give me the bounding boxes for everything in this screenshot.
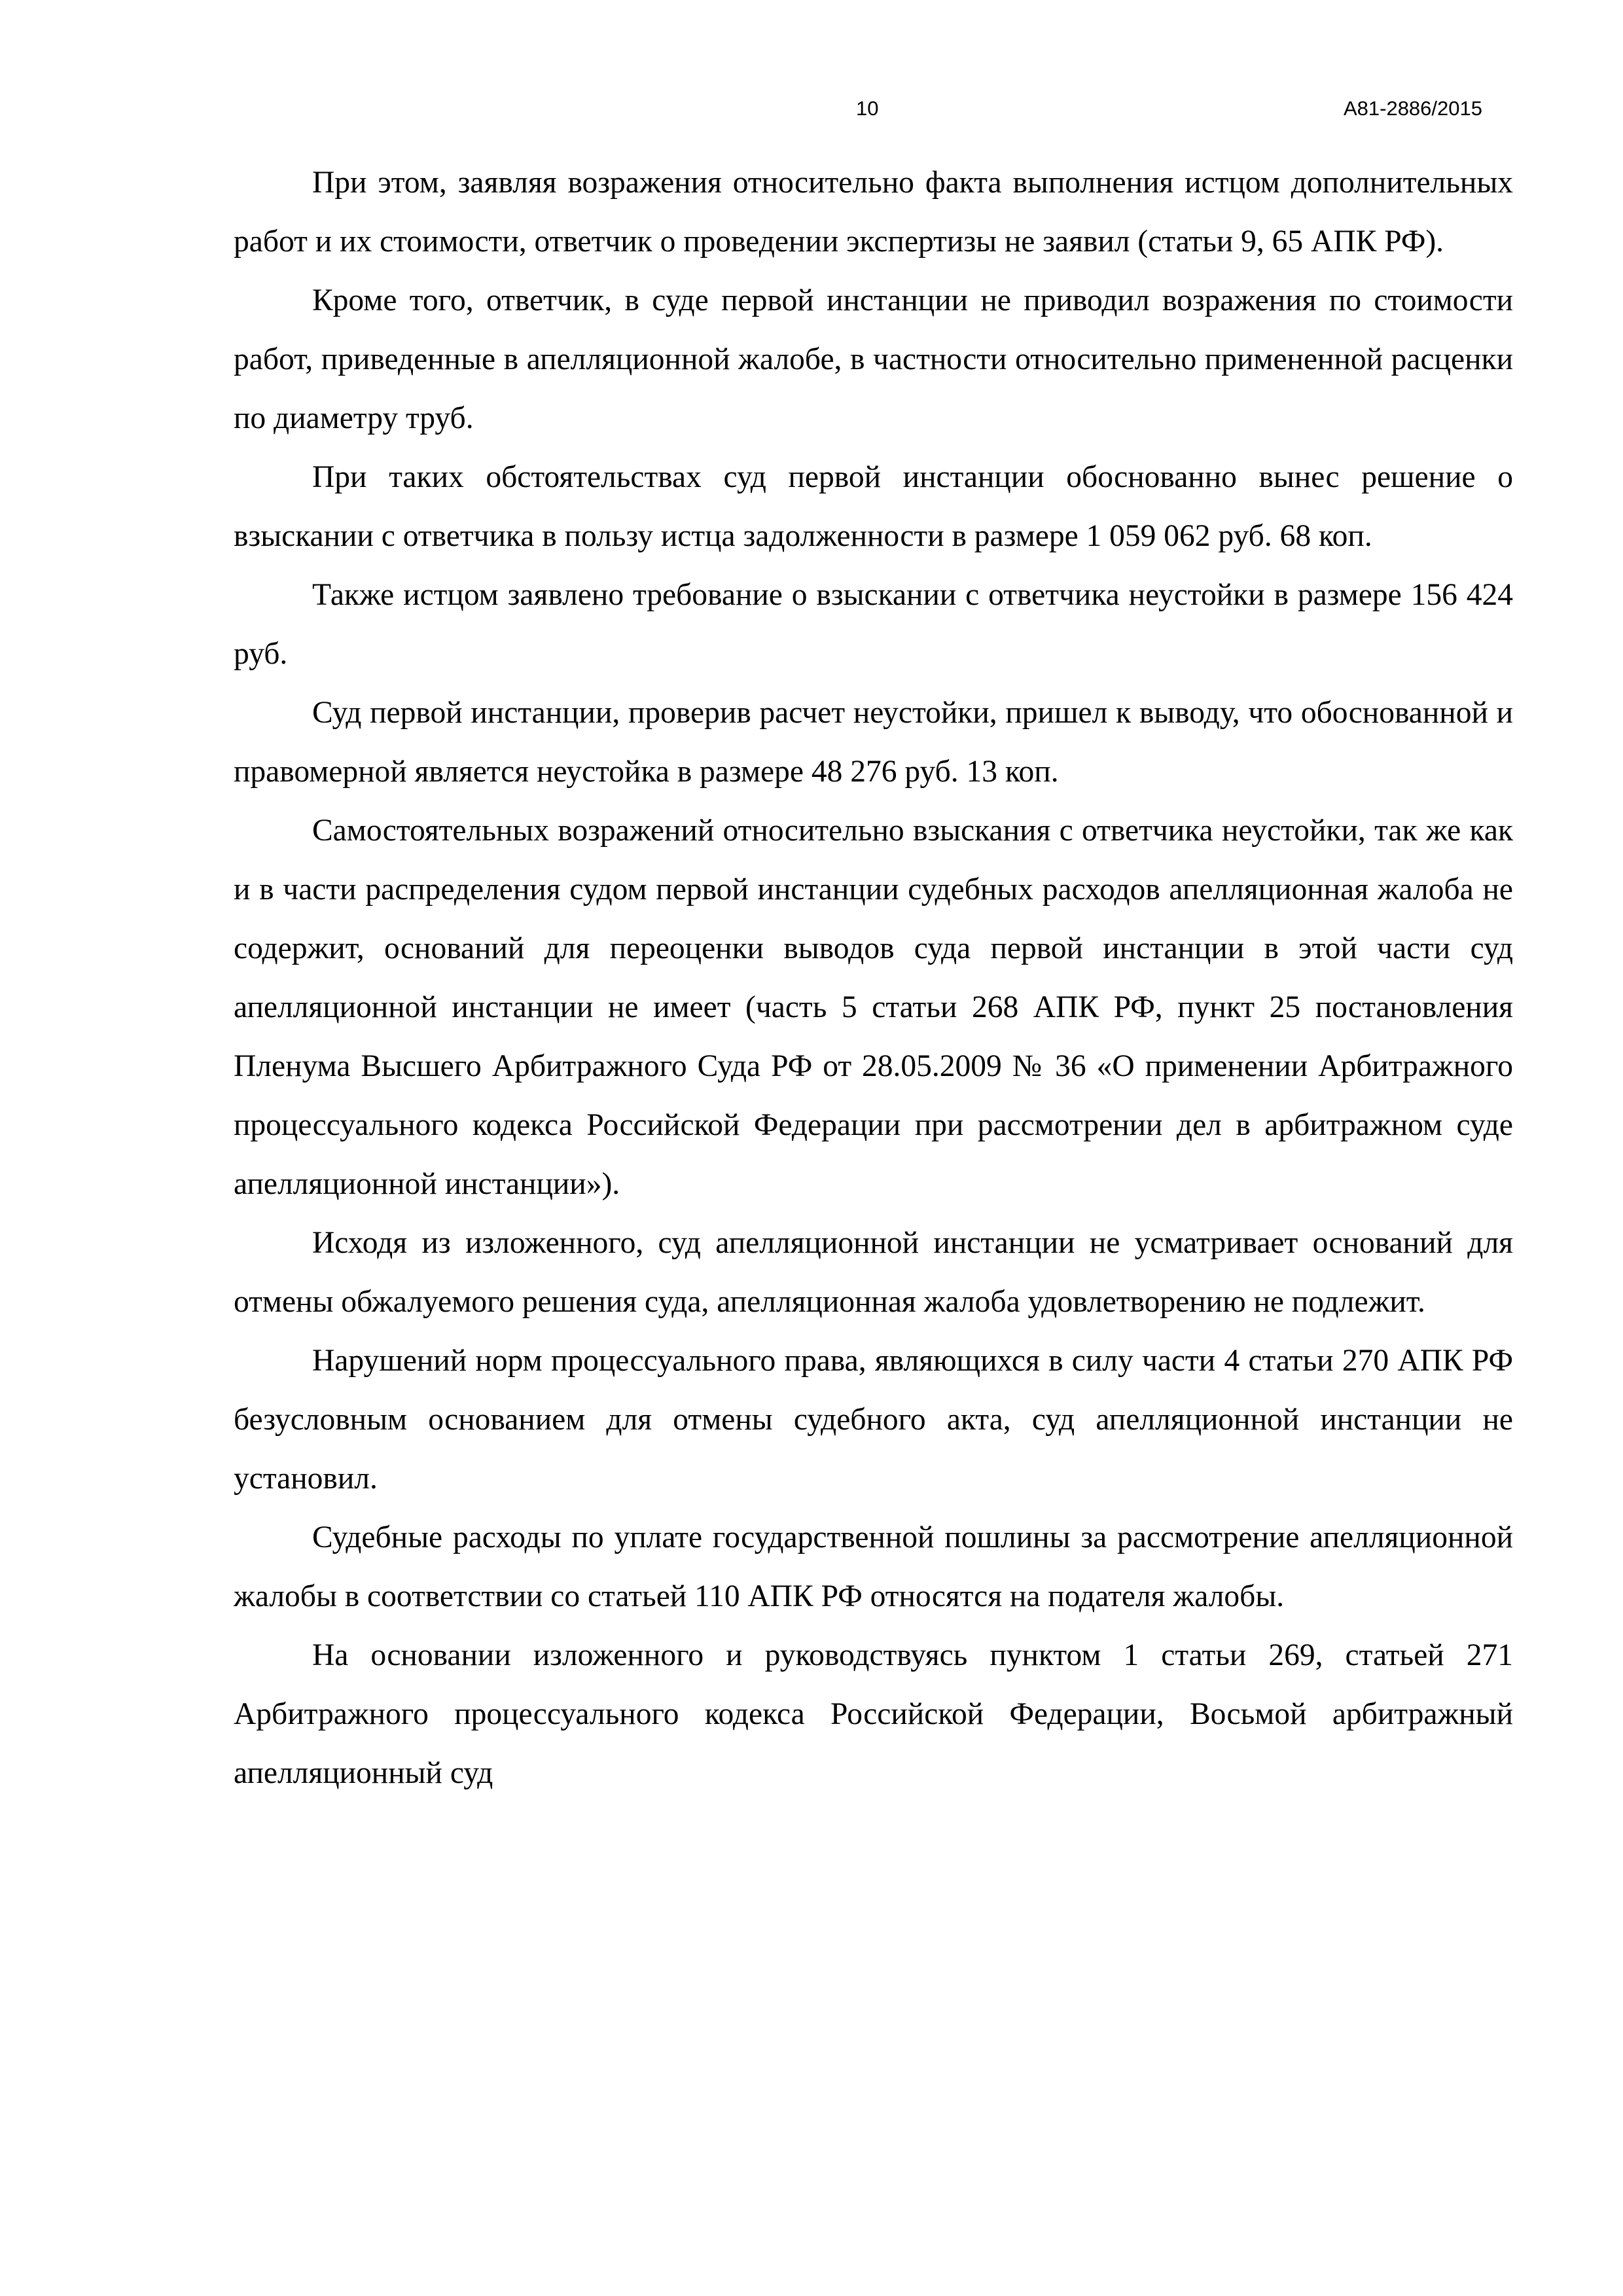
page-header [0, 97, 1623, 123]
page-number: 10 [856, 97, 879, 120]
paragraph-6: Самостоятельных возражений относительно взыскания с ответчика неустойки, так же как и в части распределения судом первой инстанции судебных расходов апелляционная жалоба не содержит, оснований для переоценки выводов суда первой инстанции в этой части суд апелляционной инстанции не имеет (часть 5 статьи 268 АПК РФ, пункт 25 постановления Пленума Высшего Арбитражного Суда РФ от 28.05.2009 № 36 «О применении Арбитражного процессуального кодекса Российской Федерации при рассмотрении дел в арбитражном суде апелляционной инстанции»). [234, 814, 1513, 1201]
paragraph-2: Кроме того, ответчик, в суде первой инстанции не приводил возражения по стоимости работ, приведенные в апелляционной жалобе, в частности относительно примененной расценки по диаметру труб. [234, 283, 1513, 435]
paragraph-3: При таких обстоятельствах суд первой инстанции обоснованно вынес решение о взыскании с ответчика в пользу истца задолженности в размере 1 059 062 руб. 68 коп. [234, 460, 1513, 553]
paragraph-4: Также истцом заявлено требование о взыскании с ответчика неустойки в размере 156 424 руб. [234, 578, 1513, 671]
paragraph-5: Суд первой инстанции, проверив расчет неустойки, пришел к выводу, что обоснованной и правомерной является неустойка в размере 48 276 руб. 13 коп. [234, 696, 1513, 789]
document-body [234, 153, 1513, 1803]
case-number: А81-2886/2015 [1343, 97, 1482, 120]
paragraph-8: Нарушений норм процессуального права, являющихся в силу части 4 статьи 270 АПК РФ безусловным основанием для отмены судебного акта, суд апелляционной инстанции не установил. [234, 1344, 1513, 1496]
paragraph-7: Исходя из изложенного, суд апелляционной инстанции не усматривает оснований для отмены обжалуемого решения суда, апелляционная жалоба удовлетворению не подлежит. [234, 1226, 1513, 1319]
paragraph-10: На основании изложенного и руководствуясь пунктом 1 статьи 269, статьей 271 Арбитражного процессуального кодекса Российской Федерации, Восьмой арбитражный апелляционный суд [234, 1638, 1513, 1790]
paragraph-9: Судебные расходы по уплате государственной пошлины за рассмотрение апелляционной жалобы в соответствии со статьей 110 АПК РФ относятся на подателя жалобы. [234, 1520, 1513, 1613]
paragraph-1: При этом, заявляя возражения относительно факта выполнения истцом дополнительных работ и их стоимости, ответчик о проведении экспертизы не заявил (статьи 9, 65 АПК РФ). [234, 166, 1513, 259]
